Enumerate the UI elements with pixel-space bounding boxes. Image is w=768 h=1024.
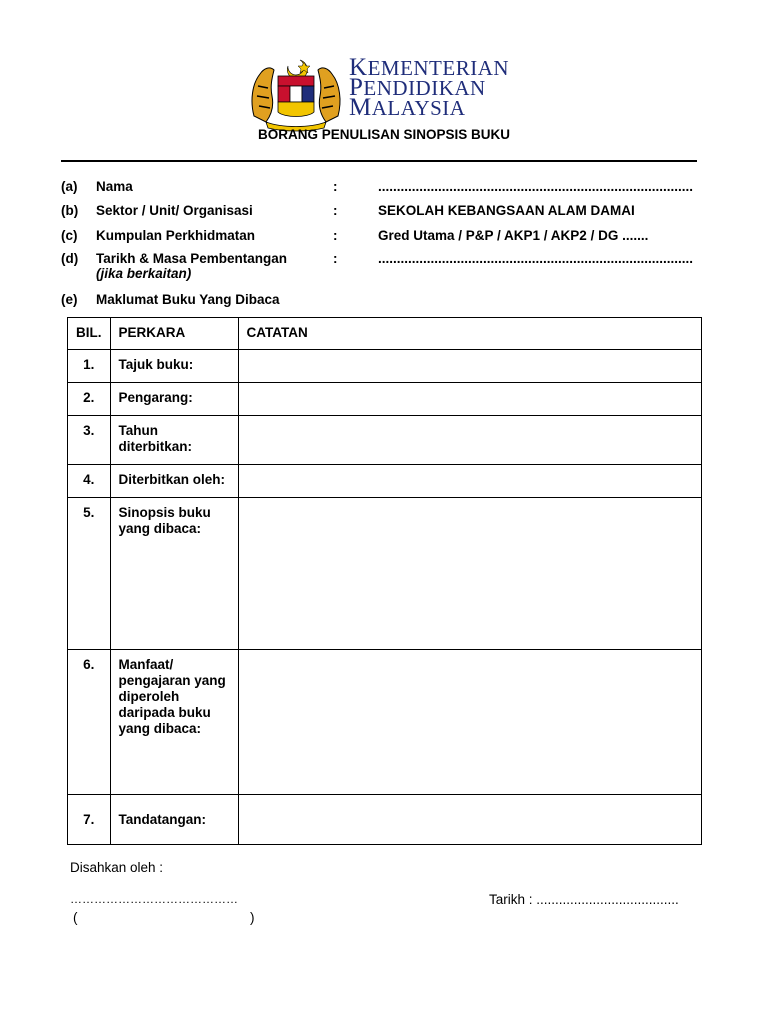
- catatan-cell[interactable]: [238, 650, 702, 795]
- table-row: 5. Sinopsis buku yang dibaca:: [68, 498, 702, 650]
- catatan-cell[interactable]: [238, 383, 702, 416]
- signature-line[interactable]: ……………………………………: [70, 892, 238, 906]
- form-title: BORANG PENULISAN SINOPSIS BUKU: [257, 127, 511, 142]
- tarikh-masa-field[interactable]: ....................................................................................: [378, 251, 694, 266]
- header-divider: [61, 160, 697, 162]
- ministry-line-2: PENDIDIKAN: [349, 74, 486, 101]
- catatan-cell[interactable]: [238, 465, 702, 498]
- header-catatan: CATATAN: [238, 318, 702, 350]
- signature-cell[interactable]: [238, 795, 702, 845]
- header-perkara: PERKARA: [110, 318, 238, 350]
- table-row: 2. Pengarang:: [68, 383, 702, 416]
- table-row: 4. Diterbitkan oleh:: [68, 465, 702, 498]
- form-page: KEMENTERIAN PENDIDIKAN MALAYSIA BORANG PENULISAN SINOPSIS BUKU (a) Nama : .................................................................................... (b) Sektor / Unit/ Organisasi : SEKOLAH KEBANGSAAN ALAM DAMAI (c) Kumpulan Perkhidmatan : Gred Utama / P&P / AKP1 / AKP2 / DG ....... (d) Tarikh & Masa Pembentangan (jika berkaitan) : .................................................................................... (e) Maklumat Buku Yang Dibaca BIL. PERKARA CATATAN 1. Tajuk buku: 2. Pengarang: 3. Tahun diterbitkan: 4. Diterbitkan oleh: 5. Sinopsis buku yang dibaca: 6. Manfaat/ pengajaran yang diperoleh daripada buku yang dibaca: 7. Tandatangan: Disahkan oleh : …………………………………… ( ) Tarikh : ......................................: [0, 0, 768, 1024]
- table-header-row: [68, 318, 702, 350]
- table-row: 1. Tajuk buku:: [68, 350, 702, 383]
- verified-by-label: Disahkan oleh :: [70, 860, 164, 875]
- catatan-cell[interactable]: [238, 498, 702, 650]
- date-field[interactable]: Tarikh : ......................................: [489, 892, 679, 907]
- ministry-line-1: KEMENTERIAN: [349, 54, 510, 81]
- table-row: 6. Manfaat/ pengajaran yang diperoleh daripada buku yang dibaca:: [68, 650, 702, 795]
- malaysia-crest-icon: [248, 56, 344, 132]
- catatan-cell[interactable]: [238, 416, 702, 465]
- ministry-line-3: MALAYSIA: [349, 94, 466, 121]
- nama-field[interactable]: ....................................................................................: [378, 179, 694, 194]
- optional-note: (jika berkaitan): [96, 266, 192, 281]
- sektor-value: SEKOLAH KEBANGSAAN ALAM DAMAI: [378, 203, 635, 218]
- kumpulan-field[interactable]: Gred Utama / P&P / AKP1 / AKP2 / DG .......: [378, 228, 649, 243]
- name-brackets[interactable]: ( ): [73, 910, 255, 925]
- table-row: 7. Tandatangan:: [68, 795, 702, 845]
- book-info-table: [67, 317, 702, 845]
- table-row: 3. Tahun diterbitkan:: [68, 416, 702, 465]
- ministry-logo-text: [349, 54, 510, 121]
- header-bil: BIL.: [68, 318, 111, 350]
- catatan-cell[interactable]: [238, 350, 702, 383]
